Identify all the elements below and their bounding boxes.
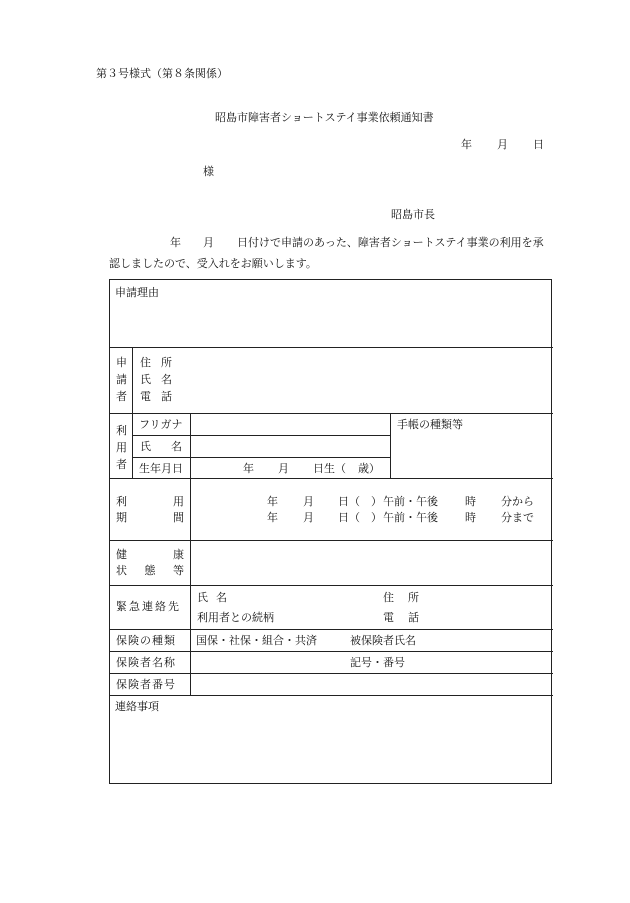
label-char: 健 xyxy=(116,548,127,561)
label-char: 名 xyxy=(216,591,227,604)
label-char: 間 xyxy=(173,511,184,524)
applicant-address-label xyxy=(140,357,172,368)
applicant-label-char: 申 xyxy=(116,356,127,369)
applicant-name-label xyxy=(140,374,172,385)
label-char: 所 xyxy=(161,356,172,369)
date-month-label: 月 xyxy=(497,138,508,151)
label-char: 康 xyxy=(173,548,184,561)
start-minute-label: 分から xyxy=(501,495,534,508)
label-char: 氏 xyxy=(197,591,208,604)
form-number: 第３号様式（第８条関係） xyxy=(96,67,228,80)
end-hour-label: 時 xyxy=(465,511,476,524)
label-char: 電 xyxy=(383,611,394,624)
end-year-label: 年 xyxy=(267,511,278,524)
label-char: 話 xyxy=(161,390,172,403)
row-divider xyxy=(110,585,553,586)
date-day-label: 日 xyxy=(533,138,544,151)
handbook-label: 手帳の種類等 xyxy=(397,418,463,431)
reason-label: 申請理由 xyxy=(115,286,159,299)
label-char: 利 xyxy=(116,495,127,508)
label-char: 氏 xyxy=(140,373,151,386)
label-char: 用 xyxy=(173,495,184,508)
label-char: 名 xyxy=(171,440,182,453)
label-char: 期 xyxy=(116,511,127,524)
relation-label: 利用者との続柄 xyxy=(197,611,274,624)
row-divider xyxy=(110,673,553,674)
health-label-line-1 xyxy=(116,549,184,560)
document-title: 昭島市障害者ショートステイ事業依頼通知書 xyxy=(215,111,434,124)
label-char: 態 xyxy=(144,564,156,577)
row-divider xyxy=(110,695,553,696)
insurance-type-label: 保険の種類 xyxy=(116,634,176,647)
end-day-label: 日（ ） xyxy=(338,511,382,524)
label-char: 状 xyxy=(116,564,127,577)
birth-month-label: 月 xyxy=(278,462,289,475)
row-divider xyxy=(110,347,553,348)
row-divider xyxy=(110,629,553,630)
label-char: 住 xyxy=(140,356,151,369)
row-divider xyxy=(132,457,390,458)
insured-name-label: 被保険者氏名 xyxy=(350,634,416,647)
start-ampm-label: 午前・午後 xyxy=(383,495,438,508)
emergency-address-label xyxy=(383,592,419,603)
birthdate-label: 生年月日 xyxy=(139,462,183,475)
row-divider xyxy=(110,651,553,652)
user-name-label xyxy=(140,441,182,452)
label-char: 話 xyxy=(408,611,419,624)
end-month-label: 月 xyxy=(303,511,314,524)
addressee-suffix: 様 xyxy=(203,165,214,178)
body-year-label: 年 xyxy=(170,236,181,249)
label-char: 所 xyxy=(408,591,419,604)
emergency-name-label xyxy=(197,592,227,603)
row-divider xyxy=(110,540,553,541)
applicant-label-char: 者 xyxy=(116,390,127,403)
health-label-line-2 xyxy=(116,565,184,576)
notes-label: 連絡事項 xyxy=(115,700,159,713)
start-day-label: 日（ ） xyxy=(338,495,382,508)
start-hour-label: 時 xyxy=(465,495,476,508)
row-divider xyxy=(110,413,553,414)
birth-day-label: 日生（ xyxy=(313,462,346,475)
user-label-char: 用 xyxy=(116,441,127,454)
period-label-line-2 xyxy=(116,512,184,523)
label-char: 電 xyxy=(140,390,151,403)
body-line-1: 日付けで申請のあった、障害者ショートステイ事業の利用を承 xyxy=(237,236,544,249)
symbol-number-label: 記号・番号 xyxy=(350,656,405,669)
applicant-label-char: 請 xyxy=(116,373,127,386)
insurance-type-options: 国保・社保・組合・共済 xyxy=(196,634,317,647)
date-year-label: 年 xyxy=(461,138,472,151)
column-divider xyxy=(132,347,133,478)
body-month-label: 月 xyxy=(203,236,214,249)
column-divider xyxy=(390,413,391,478)
emergency-contact-label: 緊急連絡先 xyxy=(116,600,181,613)
column-divider xyxy=(190,413,191,695)
start-month-label: 月 xyxy=(303,495,314,508)
birth-year-label: 年 xyxy=(243,462,254,475)
label-char: 名 xyxy=(161,373,172,386)
furigana-label: フリガナ xyxy=(139,418,183,431)
sender-name: 昭島市長 xyxy=(391,208,435,221)
period-label-line-1 xyxy=(116,496,184,507)
applicant-phone-label xyxy=(140,391,172,402)
start-year-label: 年 xyxy=(267,495,278,508)
body-line-2: 認しましたので、受入れをお願いします。 xyxy=(109,257,317,270)
row-divider xyxy=(132,435,390,436)
user-label-char: 利 xyxy=(116,424,127,437)
insurer-number-label: 保険者番号 xyxy=(116,678,176,691)
application-form-table xyxy=(109,279,552,784)
user-label-char: 者 xyxy=(116,458,127,471)
label-char: 等 xyxy=(173,564,184,577)
label-char: 氏 xyxy=(140,440,151,453)
end-minute-label: 分まで xyxy=(501,511,534,524)
emergency-phone-label xyxy=(383,612,419,623)
birth-age-label: 歳） xyxy=(358,462,380,475)
label-char: 住 xyxy=(383,591,394,604)
end-ampm-label: 午前・午後 xyxy=(383,511,438,524)
insurer-name-label: 保険者名称 xyxy=(116,656,176,669)
row-divider xyxy=(110,478,553,479)
